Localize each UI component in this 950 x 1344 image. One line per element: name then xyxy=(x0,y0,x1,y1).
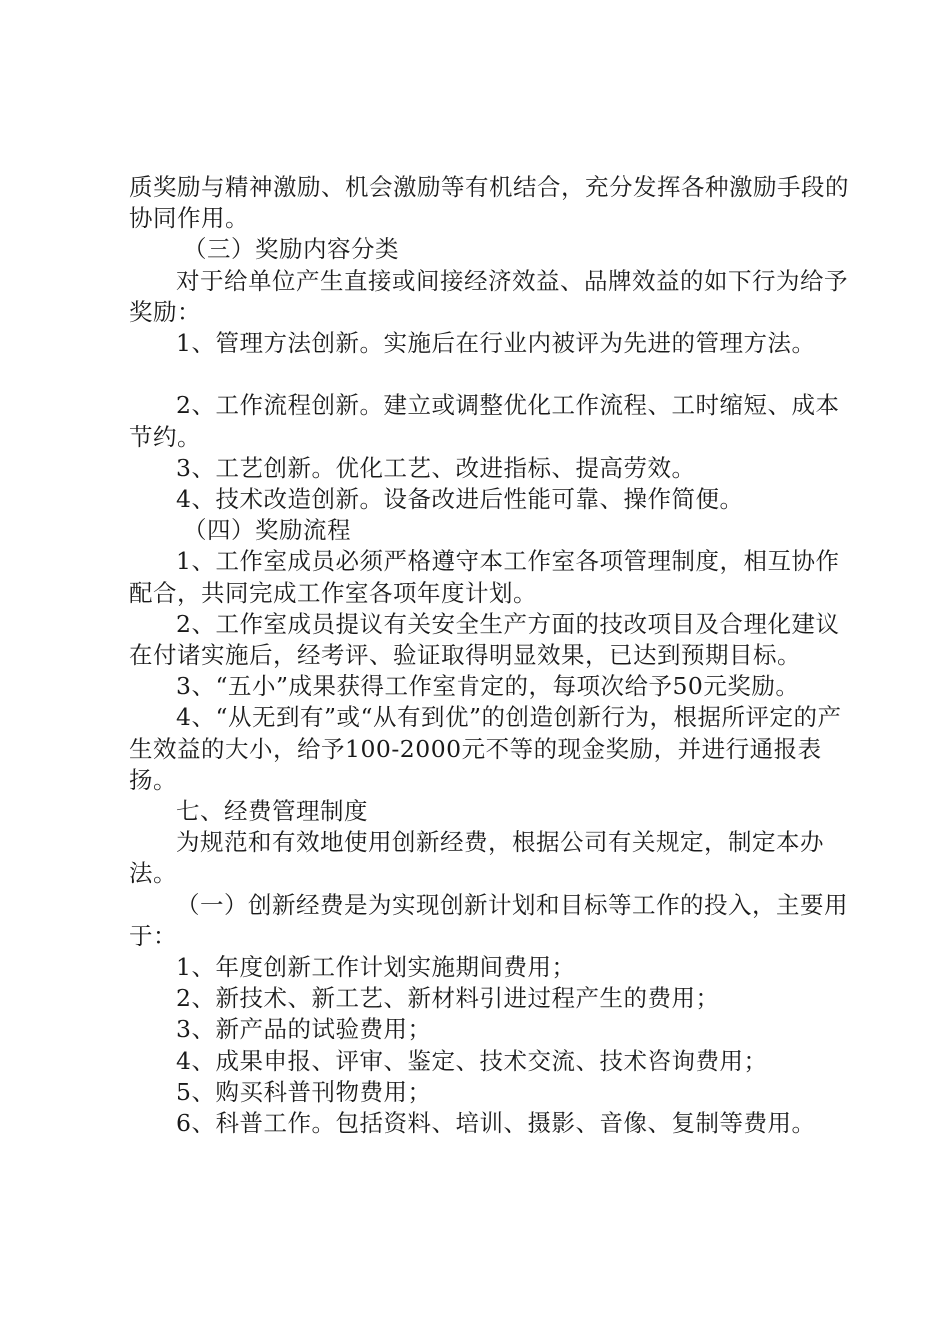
list-item-outreach-costs: 6、科普工作。包括资料、培训、摄影、音像、复制等费用。 xyxy=(176,1109,816,1138)
heading-funding-management: 七、经费管理制度 xyxy=(176,797,368,826)
list-item-process-innovation: 3、工艺创新。优化工艺、改进指标、提高劳效。 xyxy=(176,453,696,482)
heading-reward-process: （四）奖励流程 xyxy=(183,516,352,545)
paragraph-reward-scope: 对于给单位产生直接或间接经济效益、品牌效益的如下行为给予奖励： xyxy=(129,266,848,326)
list-item-management-innovation: 1、管理方法创新。实施后在行业内被评为先进的管理方法。 xyxy=(176,329,816,358)
list-item-five-small-results: 3、“五小”成果获得工作室肯定的，每项次给予50元奖励。 xyxy=(176,672,800,701)
paragraph-incentive-continuation: 质奖励与精神激励、机会激励等有机结合，充分发挥各种激励手段的协同作用。 xyxy=(129,173,849,233)
list-item-new-tech-costs: 2、新技术、新工艺、新材料引进过程产生的费用； xyxy=(176,984,720,1013)
blank-line xyxy=(129,359,851,390)
paragraph-funding-purpose: 为规范和有效地使用创新经费，根据公司有关规定，制定本办法。 xyxy=(129,828,824,888)
list-item-publication-costs: 5、购买科普刊物费用； xyxy=(176,1077,432,1106)
list-item-technical-renovation: 4、技术改造创新。设备改进后性能可靠、操作简便。 xyxy=(176,485,744,514)
paragraph-funding-uses: （一）创新经费是为实现创新计划和目标等工作的投入，主要用于： xyxy=(129,890,848,950)
document-body xyxy=(129,172,851,1139)
list-item-creation-rewards: 4、“从无到有”或“从有到优”的创造创新行为，根据所评定的产生效益的大小，给予100-2000元不等的现金奖励，并进行通报表扬。 xyxy=(129,703,842,794)
list-item-evaluation-costs: 4、成果申报、评审、鉴定、技术交流、技术咨询费用； xyxy=(176,1046,768,1075)
list-item-member-proposals: 2、工作室成员提议有关安全生产方面的技改项目及合理化建议在付诸实施后，经考评、验证取得明显效果，已达到预期目标。 xyxy=(129,609,840,670)
list-item-member-compliance: 1、工作室成员必须严格遵守本工作室各项管理制度，相互协作配合，共同完成工作室各项年度计划。 xyxy=(129,547,840,607)
list-item-annual-plan-costs: 1、年度创新工作计划实施期间费用； xyxy=(176,953,576,982)
list-item-trial-costs: 3、新产品的试验费用； xyxy=(176,1015,432,1044)
heading-reward-categories: （三）奖励内容分类 xyxy=(183,235,400,264)
list-item-workflow-innovation: 2、工作流程创新。建立或调整优化工作流程、工时缩短、成本节约。 xyxy=(129,391,840,451)
